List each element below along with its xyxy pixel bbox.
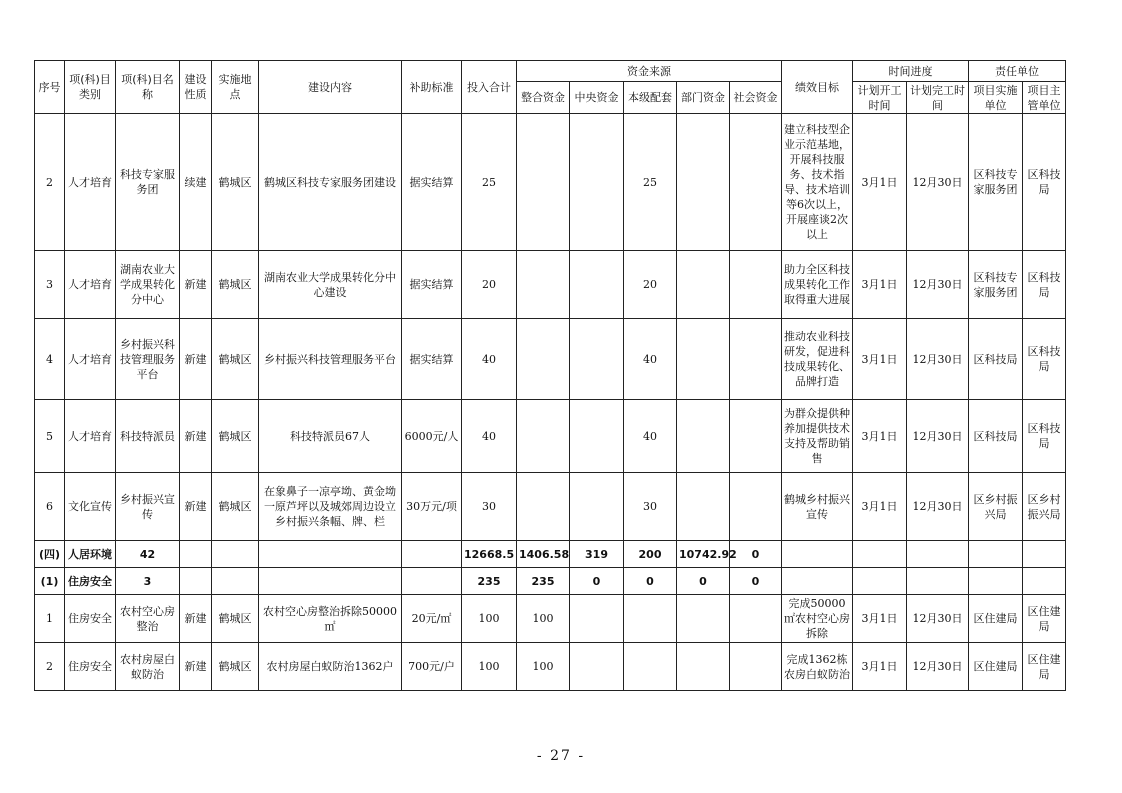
header-subsidy: 补助标准 [402, 61, 462, 114]
cell-fund-local: 25 [624, 114, 677, 251]
cell-location: 鹤城区 [212, 400, 259, 473]
cell-fund-central [570, 473, 624, 541]
cell-start: 3月1日 [853, 114, 907, 251]
cell-subsidy: 据实结算 [402, 114, 462, 251]
cell-fund-integrated [517, 251, 570, 319]
header-total: 投入合计 [462, 61, 517, 114]
cell-fund-dept [677, 400, 730, 473]
cell-fund-local: 20 [624, 251, 677, 319]
cell-supervisor: 区住建局 [1023, 643, 1066, 691]
cell-category: 文化宣传 [65, 473, 116, 541]
cell-name: 科技专家服务团 [116, 114, 180, 251]
cell-location: 鹤城区 [212, 251, 259, 319]
table-row [35, 541, 1066, 568]
cell-fund-integrated: 1406.58 [517, 541, 570, 568]
header-name: 项(科)目名称 [116, 61, 180, 114]
cell-subsidy: 20元/㎡ [402, 595, 462, 643]
cell-fund-integrated [517, 114, 570, 251]
header-schedule-group: 时间进度 [853, 61, 969, 82]
cell-end [907, 541, 969, 568]
table-row [35, 595, 1066, 643]
cell-goal [782, 541, 853, 568]
cell-fund-central [570, 319, 624, 400]
cell-total: 40 [462, 319, 517, 400]
cell-fund-central: 319 [570, 541, 624, 568]
cell-fund-local: 40 [624, 319, 677, 400]
cell-goal: 为群众提供种养加提供技术支持及帮助销售 [782, 400, 853, 473]
cell-fund-integrated [517, 473, 570, 541]
cell-fund-dept: 0 [677, 568, 730, 595]
header-fund-social: 社会资金 [730, 82, 782, 114]
cell-fund-social: 0 [730, 568, 782, 595]
cell-start: 3月1日 [853, 400, 907, 473]
cell-fund-social [730, 595, 782, 643]
cell-nature [180, 568, 212, 595]
cell-start: 3月1日 [853, 473, 907, 541]
cell-start [853, 568, 907, 595]
cell-end: 12月30日 [907, 114, 969, 251]
cell-seq: 2 [35, 114, 65, 251]
cell-total: 100 [462, 595, 517, 643]
cell-goal: 推动农业科技研发，促进科技成果转化、品牌打造 [782, 319, 853, 400]
table-row [35, 643, 1066, 691]
cell-subsidy [402, 568, 462, 595]
cell-start: 3月1日 [853, 643, 907, 691]
cell-seq: 6 [35, 473, 65, 541]
cell-fund-social [730, 319, 782, 400]
cell-subsidy: 据实结算 [402, 319, 462, 400]
cell-impl-unit: 区住建局 [969, 643, 1023, 691]
cell-supervisor: 区科技局 [1023, 251, 1066, 319]
cell-content [259, 541, 402, 568]
cell-fund-integrated [517, 400, 570, 473]
cell-category: 人才培育 [65, 114, 116, 251]
cell-end: 12月30日 [907, 473, 969, 541]
cell-nature [180, 541, 212, 568]
cell-goal: 助力全区科技成果转化工作取得重大进展 [782, 251, 853, 319]
cell-fund-dept [677, 114, 730, 251]
cell-supervisor: 区住建局 [1023, 595, 1066, 643]
cell-category: 人才培育 [65, 251, 116, 319]
cell-fund-integrated: 100 [517, 643, 570, 691]
cell-goal: 建立科技型企业示范基地，开展科技服务、技术指导、技术培训等6次以上，开展座谈2次以上 [782, 114, 853, 251]
cell-content: 在象鼻子一凉亭坳、黄金坳一原芦坪以及城郊周边设立乡村振兴条幅、牌、栏 [259, 473, 402, 541]
cell-fund-integrated [517, 319, 570, 400]
cell-fund-integrated: 100 [517, 595, 570, 643]
cell-impl-unit: 区乡村振兴局 [969, 473, 1023, 541]
cell-category: 住房安全 [65, 643, 116, 691]
cell-fund-central [570, 251, 624, 319]
cell-category: 人才培育 [65, 319, 116, 400]
cell-name: 湖南农业大学成果转化分中心 [116, 251, 180, 319]
cell-location: 鹤城区 [212, 595, 259, 643]
cell-end: 12月30日 [907, 319, 969, 400]
cell-goal [782, 568, 853, 595]
header-nature: 建设性质 [180, 61, 212, 114]
table-row [35, 114, 1066, 251]
cell-nature: 新建 [180, 400, 212, 473]
cell-end: 12月30日 [907, 251, 969, 319]
cell-content [259, 568, 402, 595]
cell-fund-dept [677, 473, 730, 541]
cell-total: 12668.5 [462, 541, 517, 568]
cell-fund-dept [677, 643, 730, 691]
table-row [35, 400, 1066, 473]
cell-total: 25 [462, 114, 517, 251]
cell-fund-central: 0 [570, 568, 624, 595]
cell-total: 20 [462, 251, 517, 319]
cell-seq: 2 [35, 643, 65, 691]
cell-fund-social [730, 643, 782, 691]
cell-impl-unit: 区住建局 [969, 595, 1023, 643]
header-category: 项(科)目类别 [65, 61, 116, 114]
header-fund-integrated: 整合资金 [517, 82, 570, 114]
cell-end: 12月30日 [907, 595, 969, 643]
cell-category: 人居环境 [65, 541, 116, 568]
cell-location [212, 541, 259, 568]
cell-fund-local [624, 595, 677, 643]
cell-content: 乡村振兴科技管理服务平台 [259, 319, 402, 400]
header-goal: 绩效目标 [782, 61, 853, 114]
cell-supervisor: 区科技局 [1023, 400, 1066, 473]
cell-fund-dept [677, 595, 730, 643]
cell-subsidy: 30万元/项 [402, 473, 462, 541]
cell-location: 鹤城区 [212, 473, 259, 541]
header-start: 计划开工时间 [853, 82, 907, 114]
cell-location: 鹤城区 [212, 319, 259, 400]
cell-impl-unit [969, 541, 1023, 568]
header-impl-unit: 项目实施单位 [969, 82, 1023, 114]
cell-subsidy: 6000元/人 [402, 400, 462, 473]
cell-goal: 完成50000㎡农村空心房拆除 [782, 595, 853, 643]
cell-name: 科技特派员 [116, 400, 180, 473]
cell-fund-central [570, 114, 624, 251]
cell-location [212, 568, 259, 595]
cell-fund-dept [677, 319, 730, 400]
cell-fund-central [570, 643, 624, 691]
cell-name: 3 [116, 568, 180, 595]
cell-name: 农村房屋白蚁防治 [116, 643, 180, 691]
cell-fund-integrated: 235 [517, 568, 570, 595]
cell-seq: (四) [35, 541, 65, 568]
cell-nature: 新建 [180, 319, 212, 400]
cell-total: 100 [462, 643, 517, 691]
cell-nature: 新建 [180, 595, 212, 643]
page-number: - 27 - [536, 748, 586, 764]
header-location: 实施地点 [212, 61, 259, 114]
cell-fund-local: 40 [624, 400, 677, 473]
cell-content: 鹤城区科技专家服务团建设 [259, 114, 402, 251]
cell-category: 住房安全 [65, 595, 116, 643]
cell-start [853, 541, 907, 568]
cell-goal: 鹤城乡村振兴宣传 [782, 473, 853, 541]
header-resp-group: 责任单位 [969, 61, 1066, 82]
cell-end: 12月30日 [907, 643, 969, 691]
cell-start: 3月1日 [853, 319, 907, 400]
cell-location: 鹤城区 [212, 643, 259, 691]
cell-seq: 1 [35, 595, 65, 643]
cell-start: 3月1日 [853, 251, 907, 319]
cell-fund-local: 200 [624, 541, 677, 568]
cell-fund-dept [677, 251, 730, 319]
cell-nature: 新建 [180, 473, 212, 541]
cell-fund-dept: 10742.92 [677, 541, 730, 568]
cell-content: 农村房屋白蚁防治1362户 [259, 643, 402, 691]
cell-impl-unit [969, 568, 1023, 595]
table-row [35, 568, 1066, 595]
cell-content: 农村空心房整治拆除50000㎡ [259, 595, 402, 643]
cell-subsidy [402, 541, 462, 568]
cell-fund-central [570, 595, 624, 643]
cell-supervisor: 区科技局 [1023, 114, 1066, 251]
cell-total: 235 [462, 568, 517, 595]
cell-supervisor: 区乡村振兴局 [1023, 473, 1066, 541]
cell-location: 鹤城区 [212, 114, 259, 251]
cell-goal: 完成1362栋农房白蚁防治 [782, 643, 853, 691]
header-fund-local: 本级配套 [624, 82, 677, 114]
cell-name: 乡村振兴宣传 [116, 473, 180, 541]
cell-supervisor [1023, 568, 1066, 595]
cell-subsidy: 据实结算 [402, 251, 462, 319]
header-seq: 序号 [35, 61, 65, 114]
cell-fund-social [730, 473, 782, 541]
cell-supervisor [1023, 541, 1066, 568]
cell-total: 30 [462, 473, 517, 541]
cell-category: 住房安全 [65, 568, 116, 595]
cell-content: 科技特派员67人 [259, 400, 402, 473]
cell-fund-local [624, 643, 677, 691]
cell-impl-unit: 区科技专家服务团 [969, 114, 1023, 251]
cell-fund-social [730, 114, 782, 251]
cell-impl-unit: 区科技专家服务团 [969, 251, 1023, 319]
cell-category: 人才培育 [65, 400, 116, 473]
cell-seq: 5 [35, 400, 65, 473]
cell-start: 3月1日 [853, 595, 907, 643]
header-content: 建设内容 [259, 61, 402, 114]
cell-name: 42 [116, 541, 180, 568]
cell-nature: 续建 [180, 114, 212, 251]
table-row [35, 251, 1066, 319]
cell-name: 农村空心房整治 [116, 595, 180, 643]
cell-impl-unit: 区科技局 [969, 400, 1023, 473]
table-row [35, 319, 1066, 400]
cell-impl-unit: 区科技局 [969, 319, 1023, 400]
header-funds-group: 资金来源 [517, 61, 782, 82]
cell-end: 12月30日 [907, 400, 969, 473]
cell-fund-social [730, 400, 782, 473]
cell-fund-local: 0 [624, 568, 677, 595]
cell-fund-local: 30 [624, 473, 677, 541]
header-fund-central: 中央资金 [570, 82, 624, 114]
cell-end [907, 568, 969, 595]
cell-nature: 新建 [180, 251, 212, 319]
cell-fund-central [570, 400, 624, 473]
cell-subsidy: 700元/户 [402, 643, 462, 691]
project-table [34, 60, 1066, 691]
cell-seq: 3 [35, 251, 65, 319]
cell-seq: (1) [35, 568, 65, 595]
cell-content: 湖南农业大学成果转化分中心建设 [259, 251, 402, 319]
cell-supervisor: 区科技局 [1023, 319, 1066, 400]
cell-nature: 新建 [180, 643, 212, 691]
header-fund-dept: 部门资金 [677, 82, 730, 114]
cell-name: 乡村振兴科技管理服务平台 [116, 319, 180, 400]
cell-total: 40 [462, 400, 517, 473]
cell-fund-social [730, 251, 782, 319]
table-row [35, 473, 1066, 541]
cell-seq: 4 [35, 319, 65, 400]
header-end: 计划完工时间 [907, 82, 969, 114]
cell-fund-social: 0 [730, 541, 782, 568]
header-supervisor: 项目主管单位 [1023, 82, 1066, 114]
